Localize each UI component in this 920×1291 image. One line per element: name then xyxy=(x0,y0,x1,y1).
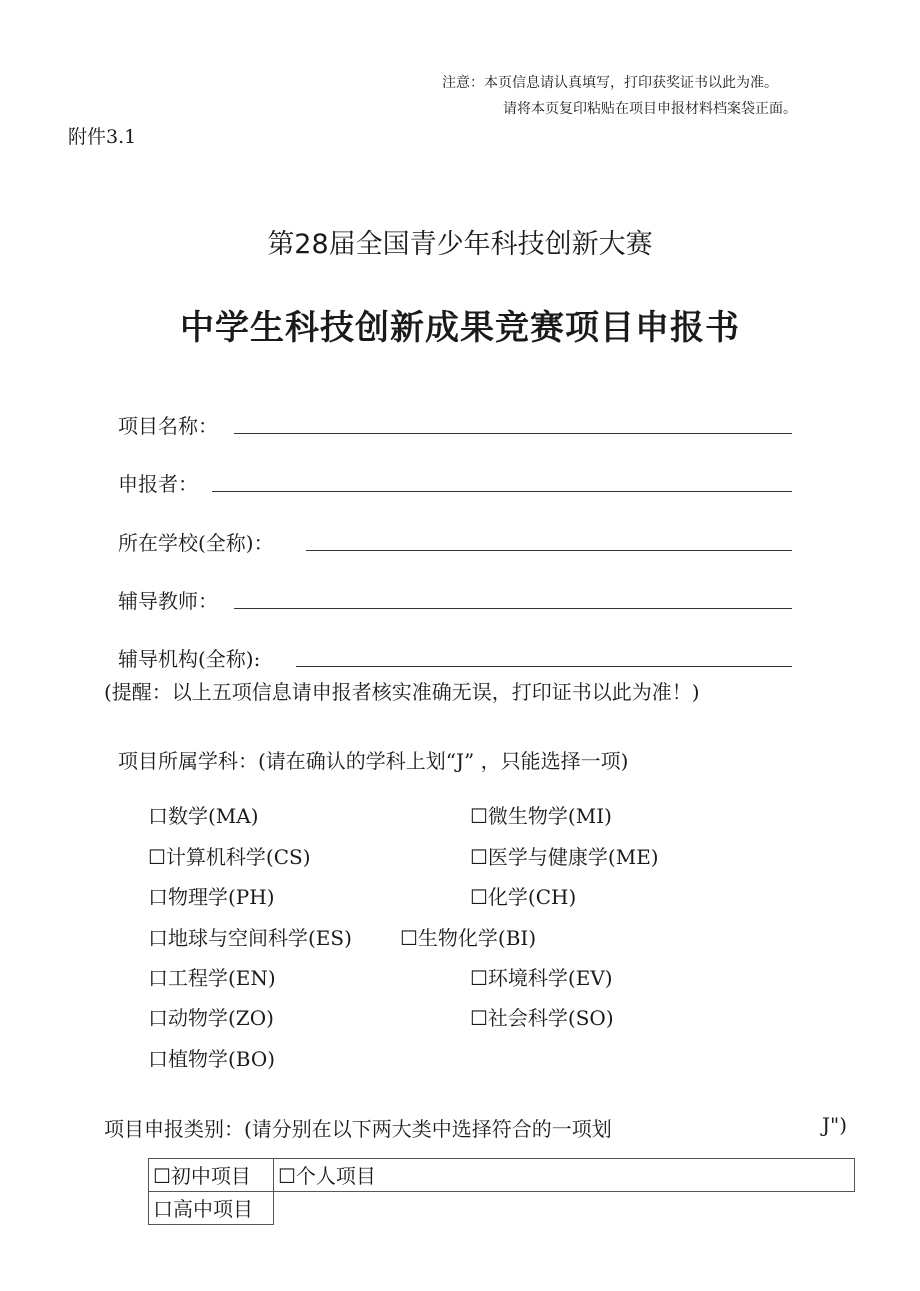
category-senior[interactable]: 口高中项目 xyxy=(149,1192,274,1225)
institution-label: 辅导机构(全称): xyxy=(118,647,261,671)
category-junior[interactable]: ☐初中项目 xyxy=(149,1159,274,1192)
notice-line-1: 注意：本页信息请认真填写，打印获奖证书以此为准。 xyxy=(442,75,778,91)
subject-botany[interactable]: 口植物学(BO) xyxy=(148,1047,276,1071)
subject-chemistry[interactable]: ☐化学(CH) xyxy=(470,885,577,909)
notice-line-2: 请将本页复印粘贴在项目申报材料档案袋正面。 xyxy=(503,101,797,117)
project-name-field[interactable] xyxy=(234,433,792,434)
subject-environmental-science[interactable]: ☐环境科学(EV) xyxy=(470,966,613,990)
institution-field[interactable] xyxy=(296,666,792,667)
subject-social-science[interactable]: ☐社会科学(SO) xyxy=(470,1006,614,1030)
subject-earth-space-science[interactable]: 口地球与空间科学(ES) xyxy=(148,926,352,950)
subject-heading: 项目所属学科：(请在确认的学科上划“J” ，只能选择一项) xyxy=(118,749,629,773)
subject-math[interactable]: 口数学(MA) xyxy=(148,804,259,828)
school-label: 所在学校(全称)： xyxy=(118,531,274,555)
subject-medicine-health[interactable]: ☐医学与健康学(ME) xyxy=(470,845,659,869)
applicant-label: 申报者： xyxy=(118,472,198,496)
reminder-text: (提醒：以上五项信息请申报者核实准确无误，打印证书以此为准！) xyxy=(104,680,700,704)
school-field[interactable] xyxy=(306,550,792,551)
annex-label: 附件3.1 xyxy=(68,126,137,148)
category-empty-cell xyxy=(274,1192,855,1225)
subject-physics[interactable]: 口物理学(PH) xyxy=(148,885,275,909)
subject-microbiology[interactable]: ☐微生物学(MI) xyxy=(470,804,612,828)
category-heading: 项目申报类别：(请分别在以下两大类中选择符合的一项划 xyxy=(104,1117,612,1141)
project-name-label: 项目名称： xyxy=(118,414,218,438)
subject-computer-science[interactable]: ☐计算机科学(CS) xyxy=(148,845,311,869)
teacher-field[interactable] xyxy=(234,608,792,609)
applicant-field[interactable] xyxy=(212,491,792,492)
page-title: 中学生科技创新成果竞赛项目申报书 xyxy=(180,308,740,348)
category-heading-tail: J") xyxy=(822,1113,848,1137)
subject-engineering[interactable]: 口工程学(EN) xyxy=(148,966,276,990)
competition-title: 第28届全国青少年科技创新大赛 xyxy=(267,229,653,260)
subject-zoology[interactable]: 口动物学(ZO) xyxy=(148,1006,274,1030)
category-individual[interactable]: ☐个人项目 xyxy=(274,1159,855,1192)
teacher-label: 辅导教师： xyxy=(118,589,218,613)
subject-biochemistry[interactable]: ☐生物化学(BI) xyxy=(400,926,537,950)
category-table xyxy=(148,1158,855,1225)
